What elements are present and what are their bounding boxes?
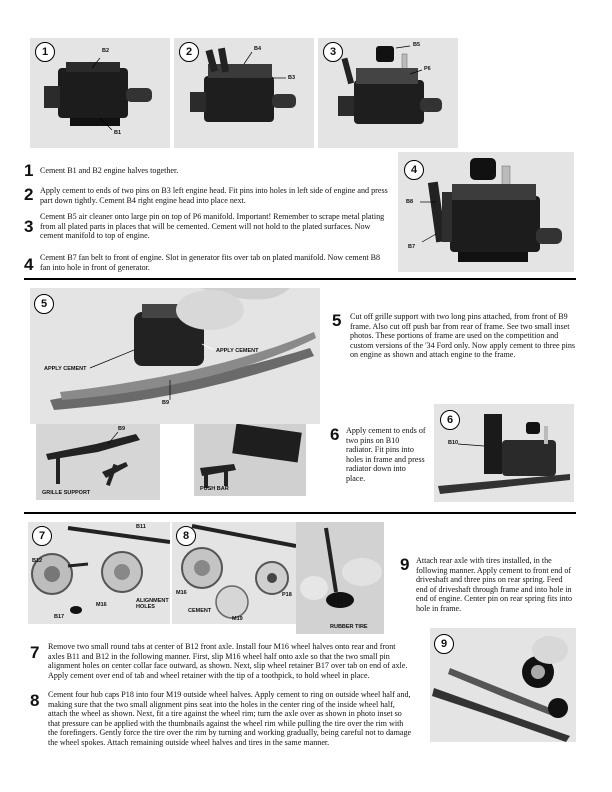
step-3-number-badge: 3 [323,42,343,62]
step-text: Apply cement to ends of two pins on B3 left engine head. Fit pins into holes in left side of engine and press part down tightly. Cement B4 right engine head into place next. [40,186,388,205]
part-label: B8 [406,199,414,205]
step-7-number-badge: 7 [32,526,52,546]
step-text: Cement four hub caps P18 into four M19 outside wheel halves. Apply cement to ring on outside wheel half and, making sure that the two small alignment pins seat into the holes in the center ring of the inside wheel half, attach the wheel as shown. Next, fit a tire against the wheel rim; turn the axle over as shown in photo inset so that pressure can be applied with the thumbnails against the wheel rim while pulling the tire over the rim with the forefingers. Gently force the tire over the rim by turning and working gradually, being careful not to damage the wheel spokes. Attach remaining outside wheel halves and tires in the same manner. [48,690,412,747]
part-label: P6 [424,66,431,72]
step-number: 2 [24,185,34,204]
step-number: 5 [332,311,342,330]
step-2-number-badge: 2 [179,42,199,62]
step-text: Attach rear axle with tires installed, in the following manner. Apply cement to front end of driveshaft and three pins on rear spring. Feed end of driveshaft through frame and into hole in end of engine. Center pin on rear spring fits into hole in frame. [416,556,572,613]
engine-frame-hand-illustration [30,288,320,424]
part-label: B4 [254,46,262,52]
step-6-photo [434,404,574,502]
part-label: B2 [102,48,110,54]
part-label: B17 [54,614,65,620]
step-1-photo [30,38,170,148]
push-bar-inset-photo [194,424,306,496]
step-7-photo [28,522,170,624]
step-number: 3 [24,217,34,236]
part-label: B7 [408,244,416,250]
part-label: B9 [162,400,170,406]
part-label: M16 [96,602,107,608]
step-number: 1 [24,161,34,180]
part-label: B9 [118,426,126,432]
step-4-photo [398,152,574,272]
step-8-photo [172,522,296,624]
apply-cement-label: APPLY CEMENT [216,348,259,354]
step-number: 6 [330,425,340,444]
step-text: Cut off grille support with two long pins attached, from front of B9 frame. Also cut off push bar from rear of frame. See two small inset photos. These portions of frame are used on the competition and custom versions of the '34 Ford only. Now apply cement to three pins on engine as shown and attach engine to the frame. [350,312,576,360]
rubber-tire-label: RUBBER TIRE [330,624,368,630]
hands-fitting-tire-illustration [296,522,384,634]
part-label: M19 [232,616,243,622]
apply-cement-label: APPLY CEMENT [44,366,87,372]
step-8-number-badge: 8 [176,526,196,546]
step-1-number-badge: 1 [35,42,55,62]
part-label: B3 [288,75,296,81]
part-label: B12 [32,558,43,564]
step-text: Cement B5 air cleaner onto large pin on top of P6 manifold. Important! Remember to scrape metal plating from all plated parts in places that will be cemented. Cement will not hold to the plated surfaces. Now cement manifold to top of engine. [40,212,385,241]
grille-support-inset-photo [36,424,160,500]
rubber-tire-inset-photo [296,522,384,634]
step-text: Cement B7 fan belt to front of engine. Slot in generator fits over tab on plated manifold. Now cement B8 fan into hole in front of generator. [40,253,381,272]
step-2-photo [174,38,314,148]
step-5-photo [30,288,320,424]
step-5-number-badge: 5 [34,294,54,314]
push-bar-label: PUSH BAR [200,486,229,492]
part-label: B5 [413,42,421,48]
step-9-number-badge: 9 [434,634,454,654]
step-number: 9 [400,555,410,574]
step-number: 4 [24,255,34,274]
part-label: B10 [448,440,459,446]
step-6-number-badge: 6 [440,410,460,430]
part-label: M16 [176,590,187,596]
part-label: P18 [282,592,292,598]
part-label: B11 [136,524,146,530]
step-text: Cement B1 and B2 engine halves together. [40,166,179,175]
step-text: Remove two small round tabs at center of B12 front axle. Install four M16 wheel halves onto rear and front axles B11 and B12 in the following manner. First, slip M16 wheel half onto axle so that the two small pin alignment holes on center collar face outward, as shown. Next, slip wheel retainer B17 over tab on end of axle. Apply cement over end of tab and wheel retainer with the tip of a toothpick, to hold wheel in place. [48,642,408,680]
section-divider [24,512,576,514]
step-4-number-badge: 4 [404,160,424,180]
alignment-holes-label: ALIGNMENT HOLES [136,598,169,610]
step-number: 7 [30,643,40,662]
step-3-photo [318,38,458,148]
section-divider [24,278,576,280]
step-number: 8 [30,691,40,710]
grille-support-illustration [36,424,160,500]
cement-label: CEMENT [188,608,212,614]
part-label: B1 [114,130,122,136]
step-9-photo [430,628,576,742]
fan-generator-illustration [398,152,574,272]
step-text: Apply cement to ends of two pins on B10 radiator. Fit pins into holes in frame and press radiator down into place. [346,426,426,483]
grille-support-label: GRILLE SUPPORT [42,490,91,496]
